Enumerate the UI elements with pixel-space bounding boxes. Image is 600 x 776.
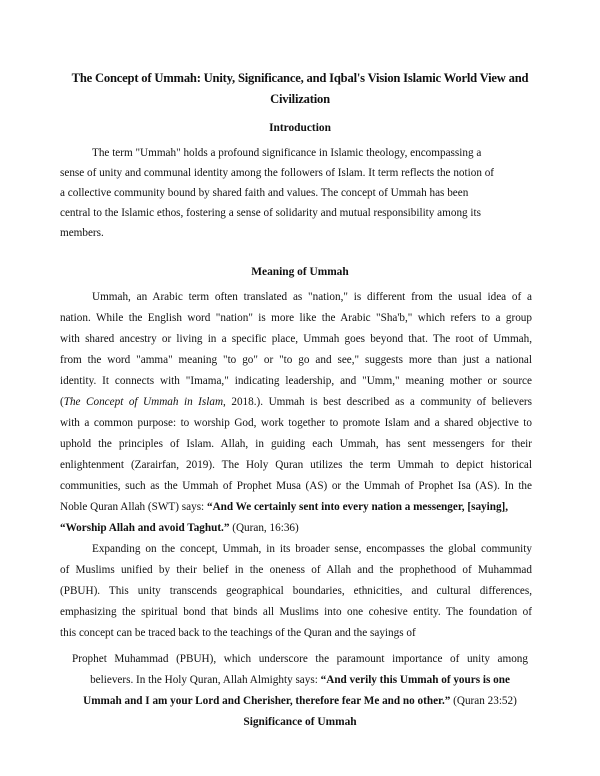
meaning-line-quote — [60, 521, 524, 535]
expanding-line-quote — [72, 673, 528, 687]
expanding-line: (PBUH). This unity transcends geographical boundaries, ethnicities, and cultural differences, — [60, 585, 532, 597]
quote-1b: “Worship Allah and avoid Taghut.” — [60, 522, 230, 534]
expanding-line: Prophet Muhammad (PBUH), which underscore the paramount importance of unity among — [72, 653, 528, 665]
significance-heading: Significance of Ummah — [243, 716, 357, 728]
expanding-line-quote — [72, 694, 528, 708]
citation-work: The Concept of Ummah in Islam — [63, 396, 224, 408]
meaning-line-citation: (The Concept of Ummah in Islam, 2018.). Ummah is best described as a community of believers — [60, 396, 532, 408]
quote-2b: Ummah and I am your Lord and Cherisher, therefore fear Me and no other.” — [83, 695, 451, 707]
expanding-line: Expanding on the concept, Ummah, in its broader sense, encompasses the global community — [92, 543, 532, 555]
quran-intro: Noble Quran Allah (SWT) says: — [60, 501, 205, 513]
meaning-line: identity. It connects with "Imama," indicating leadership, and "Umm," meaning mother or source — [60, 375, 532, 387]
intro-line: sense of unity and communal identity among the followers of Islam. It term reflects the notion of — [60, 167, 495, 179]
meaning-line: with shared ancestry or living in a specific place, Ummah goes beyond that. The root of Ummah, — [60, 333, 532, 345]
meaning-line: uphold the principles of Islam. Allah, in guiding each Ummah, has sent messengers for their — [60, 438, 532, 450]
meaning-line: Ummah, an Arabic term often translated as "nation," is different from the usual idea of a — [92, 291, 532, 303]
meaning-line: with a common purpose: to worship God, work together to promote Islam and a shared objective to — [60, 417, 532, 429]
citation-year: 2018.). — [231, 396, 264, 408]
expanding-line: this concept can be traced back to the teachings of the Quran and the sayings of — [60, 627, 416, 639]
document-title: The Concept of Ummah: Unity, Significance, and Iqbal's Vision Islamic World View and Civilization — [71, 71, 529, 106]
meaning-line: from the word "amma" meaning "to go" or "to go and see," suggests more than just a national — [60, 354, 532, 366]
meaning-line: nation. While the English word "nation" is more like the Arabic "Sha'b," which refers to a group — [60, 312, 532, 324]
intro-line: a collective community bound by shared faith and values. The concept of Ummah has been — [60, 187, 469, 199]
quran-intro-2: believers. In the Holy Quran, Allah Almighty says: — [90, 674, 318, 686]
citation-continuation: Ummah is best described as a community of believers — [268, 396, 532, 408]
introduction-heading: Introduction — [269, 122, 331, 134]
meaning-line-quote — [60, 500, 540, 514]
intro-line: members. — [60, 227, 104, 239]
quote-2a: “And verily this Ummah of yours is one — [320, 674, 510, 686]
meaning-line: communities, such as the Ummah of Prophet Musa (AS) or the Ummah of Prophet Isa (AS). In the — [60, 480, 532, 492]
intro-line: central to the Islamic ethos, fostering a sense of solidarity and mutual responsibility among its — [60, 207, 481, 219]
meaning-line: enlightenment (Zarairfan, 2019). The Holy Quran utilizes the term Ummah to depict historical — [60, 459, 532, 471]
intro-line: The term "Ummah" holds a profound significance in Islamic theology, encompassing a — [92, 147, 482, 159]
quote-2-ref: (Quran 23:52) — [453, 695, 517, 707]
expanding-line: emphasizing the spiritual bond that binds all Muslims into one cohesive entity. The foundation of — [60, 606, 532, 618]
quote-1-ref: (Quran, 16:36) — [232, 522, 299, 534]
expanding-line: of Muslims unified by their belief in the oneness of Allah and the prophethood of Muhammad — [60, 564, 532, 576]
quote-1a: “And We certainly sent into every nation a messenger, [saying], — [206, 501, 509, 513]
meaning-heading: Meaning of Ummah — [251, 266, 349, 278]
